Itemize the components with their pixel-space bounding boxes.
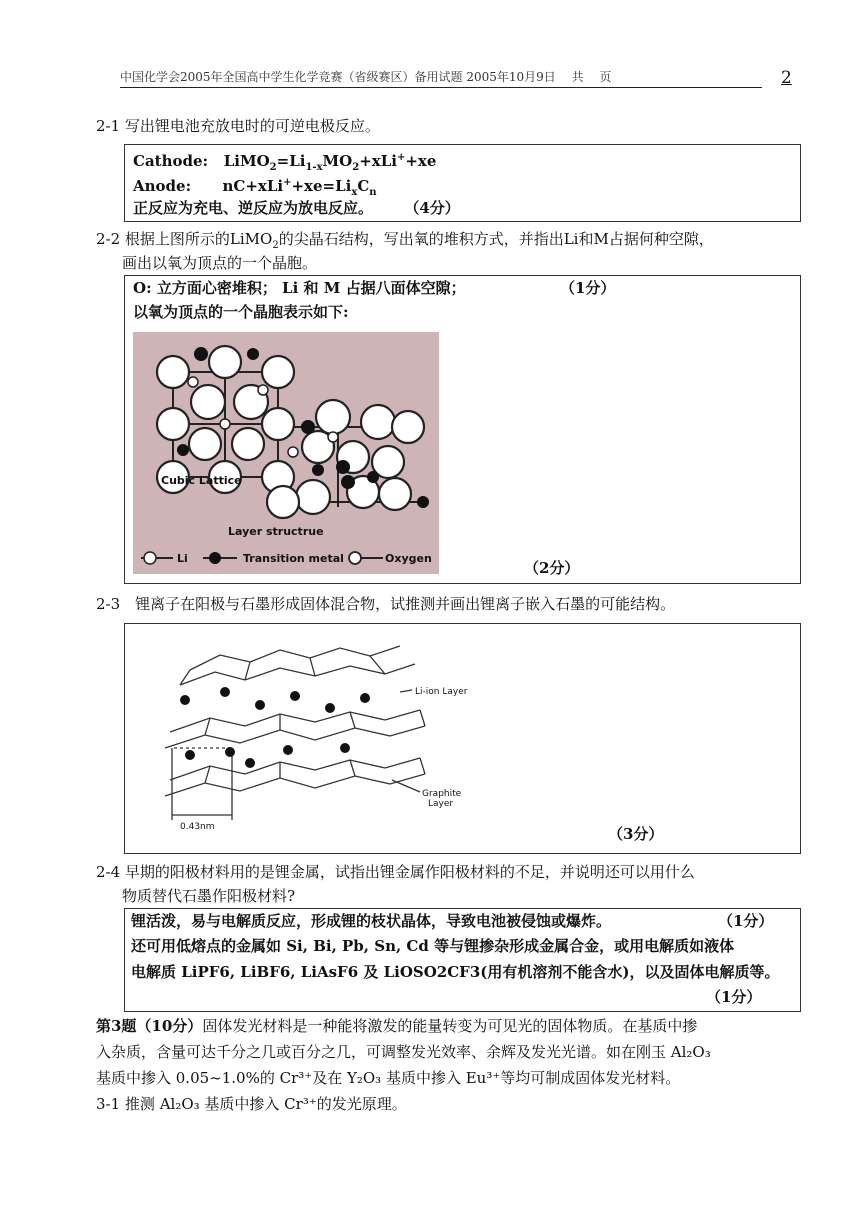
score-2-2-a: （1分） [560, 279, 616, 297]
eq-part: + [396, 152, 406, 163]
question-3-text-1: 固体发光材料是一种能将激发的能量转变为可见光的固体物质。在基质中掺 [202, 1017, 698, 1035]
eq-part: C [357, 177, 370, 195]
answer-2-4-line1: 锂活泼，易与电解质反应，形成锂的枝状晶体，导致电池被侵蚀或爆炸。 [131, 912, 612, 930]
question-2-4-prompt: 2-4 早期的阳极材料用的是锂金属，试指出锂金属作阳极材料的不足，并说明还可以用什么 [96, 863, 695, 881]
score-2-1: （4分） [404, 199, 460, 217]
answer-2-2-packing: O: 立方面心密堆积； Li 和 M 占据八面体空隙； [133, 279, 466, 297]
transition-metal-legend-icon [209, 552, 221, 564]
legend-oxygen: Oxygen [385, 552, 432, 565]
score-2-2-b: （2分） [524, 559, 580, 577]
page-header: 中国化学会2005年全国高中学生化学竞赛（省级赛区）备用试题 2005年10月9日 共 页 [120, 70, 612, 84]
eq-part: +xe=Li [291, 177, 352, 195]
question-3-title: 第3题（10分） [96, 1017, 203, 1035]
question-3-text-3: 基质中掺入 0.05~1.0%的 Cr³⁺及在 Y₂O₃ 基质中掺入 Eu³⁺等均可制成固体发光材料。 [96, 1069, 681, 1087]
legend-transition-metal: Transition metal [243, 552, 344, 565]
question-2-2-prompt: 2-2 根据上图所示的LiMO$_2$的尖晶石结构，写出氧的堆积方式，并指出Li和M占据何种空隙， [96, 230, 714, 251]
eq-part: + [283, 177, 292, 188]
spinel-structure-diagram [133, 332, 439, 574]
spinel-structure-figure [133, 332, 439, 574]
graphite-intercalation-diagram [130, 630, 468, 832]
reaction-note [133, 196, 460, 220]
score-2-3: （3分） [608, 825, 664, 843]
graphite-label-2: Layer [428, 799, 454, 809]
question-3-text-2: 入杂质，含量可达千分之几或百分之几，可调整发光效率、余辉及发光光谱。如在刚玉 Al₂O₃ [96, 1043, 711, 1061]
prompt-part: 2-2 根据上图所示的LiMO [96, 230, 273, 248]
oxygen-legend-icon [349, 552, 361, 564]
li-ion-layer-label: Li-ion Layer [415, 687, 468, 697]
score-2-4-b: （1分） [706, 988, 762, 1006]
cathode-label: Cathode: [133, 152, 209, 170]
question-2-4-prompt-line2: 物质替代石墨作阳极材料? [122, 887, 296, 905]
question-2-3-prompt: 2-3 锂离子在阳极与石墨形成固体混合物，试推测并画出锂离子嵌入石墨的可能结构。 [96, 595, 676, 613]
eq-part: =Li [276, 152, 306, 170]
eq-part: x [351, 187, 358, 198]
note-text: 正反应为充电、逆反应为放电反应。 [133, 199, 374, 217]
cathode-equation: Cathode: $LiMO_2=Li_{1-x}MO_2+xLi^++xe$ [133, 152, 437, 173]
eq-part: nC+xLi [222, 177, 284, 195]
eq-part: n [369, 187, 377, 198]
interlayer-distance-label: 0.43nm [180, 822, 215, 832]
eq-part: +xe [405, 152, 437, 170]
eq-part: MO [322, 152, 353, 170]
figure-legend [141, 552, 432, 565]
question-2-1-prompt: 2-1 写出锂电池充放电时的可逆电极反应。 [96, 117, 380, 135]
answer-2-4-line2: 还可用低熔点的金属如 Si, Bi, Pb, Sn, Cd 等与锂掺杂形成金属合金，或用电解质如液体 [131, 937, 735, 955]
graphite-label-1: Graphite [422, 789, 462, 799]
graphite-intercalation-figure [130, 630, 468, 832]
question-3-intro [96, 1014, 697, 1038]
cubic-lattice-label: Cubic Lattice [161, 474, 242, 487]
question-3-1-prompt: 3-1 推测 Al₂O₃ 基质中掺入 Cr³⁺的发光原理。 [96, 1095, 407, 1113]
score-2-4-a: （1分） [718, 912, 774, 930]
li-legend-icon [144, 552, 156, 564]
layer-structure-label: Layer structrue [228, 525, 324, 538]
eq-part: 1-x [305, 162, 323, 173]
answer-2-2-cell: 以氧为顶点的一个晶胞表示如下: [133, 303, 349, 321]
header-rule [120, 87, 762, 88]
question-2-2-prompt-line2: 画出以氧为顶点的一个晶胞。 [122, 254, 318, 272]
legend-li: Li [177, 552, 188, 565]
prompt-part: 的尖晶石结构，写出氧的堆积方式，并指出Li和M占据何种空隙， [278, 230, 714, 248]
eq-part: +xLi [359, 152, 397, 170]
page-number: 2 [781, 68, 792, 88]
answer-2-4-line3: 电解质 LiPF6, LiBF6, LiAsF6 及 LiOSO2CF3(用有机溶剂不能含水)，以及固体电解质等。 [131, 963, 780, 981]
eq-part: LiMO [223, 152, 270, 170]
anode-label: Anode: [133, 177, 192, 195]
